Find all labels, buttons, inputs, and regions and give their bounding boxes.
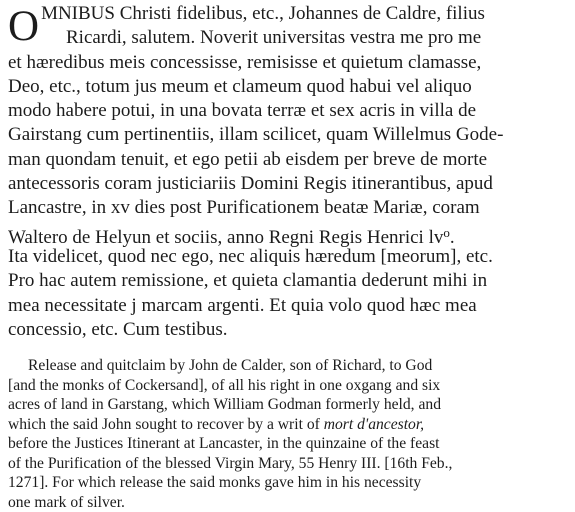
english-line-6: of the Purification of the blessed Virgin Mary, 55 Henry III. [16th Feb., [8,454,568,474]
latin-line-10 [8,221,568,245]
latin-line-6: Gairstang cum pertinentiis, illam scilicet, quam Willelmus Gode- [8,123,568,147]
regnal-year-end: . [450,227,455,248]
latin-line-4: Deo, etc., totum jus meum et clameum quod habui vel aliquo [8,75,568,99]
latin-line-12: Pro hac autem remissione, et quieta clamantia dederunt mihi in [8,269,568,293]
english-line-3: acres of land in Garstang, which William Godman formerly held, and [8,395,568,415]
regnal-year: lv [429,227,444,248]
writ-name: mort d'ancestor, [324,416,424,433]
latin-line-9: Lancastre, in xv dies post Purificationem beatæ Mariæ, coram [8,196,568,220]
latin-charter-text [8,2,568,342]
latin-line-14: concessio, etc. Cum testibus. [8,318,568,342]
english-line-4 [8,415,568,435]
latin-line-8: antecessoris coram justiciariis Domini Regis itinerantibus, apud [8,172,568,196]
latin-line-10-text: Waltero de Helyun et sociis, anno Regni Regis Henrici [8,227,429,248]
latin-line-1: MNIBUS Christi fidelibus, etc., Johannes de Caldre, filius [8,2,568,26]
english-line-8: one mark of silver. [8,493,568,512]
latin-line-11: Ita videlicet, quod nec ego, nec aliquis hæredum [meorum], etc. [8,245,568,269]
latin-line-3: et hæredibus meis concessisse, remisisse et quietum clamasse, [8,51,568,75]
english-summary-text [8,356,568,512]
latin-line-5: modo habere potui, in una bovata terræ et sex acris in villa de [8,99,568,123]
english-line-1: Release and quitclaim by John de Calder, son of Richard, to God [8,356,568,376]
english-line-5: before the Justices Itinerant at Lancaster, in the quinzaine of the feast [8,434,568,454]
latin-line-2: Ricardi, salutem. Noverit universitas vestra me pro me [8,26,568,50]
english-line-2: [and the monks of Cockersand], of all his right in one oxgang and six [8,376,568,396]
english-line-7: 1271]. For which release the said monks gave him in his necessity [8,473,568,493]
latin-line-7: man quondam tenuit, et ego petii ab eisdem per breve de morte [8,148,568,172]
drop-cap-initial: O [8,7,39,47]
english-line-4-text: which the said John sought to recover by a writ of [8,416,324,433]
latin-line-13: mea necessitate j marcam argenti. Et quia volo quod hæc mea [8,294,568,318]
regnal-year-ordinal: o [443,225,450,240]
